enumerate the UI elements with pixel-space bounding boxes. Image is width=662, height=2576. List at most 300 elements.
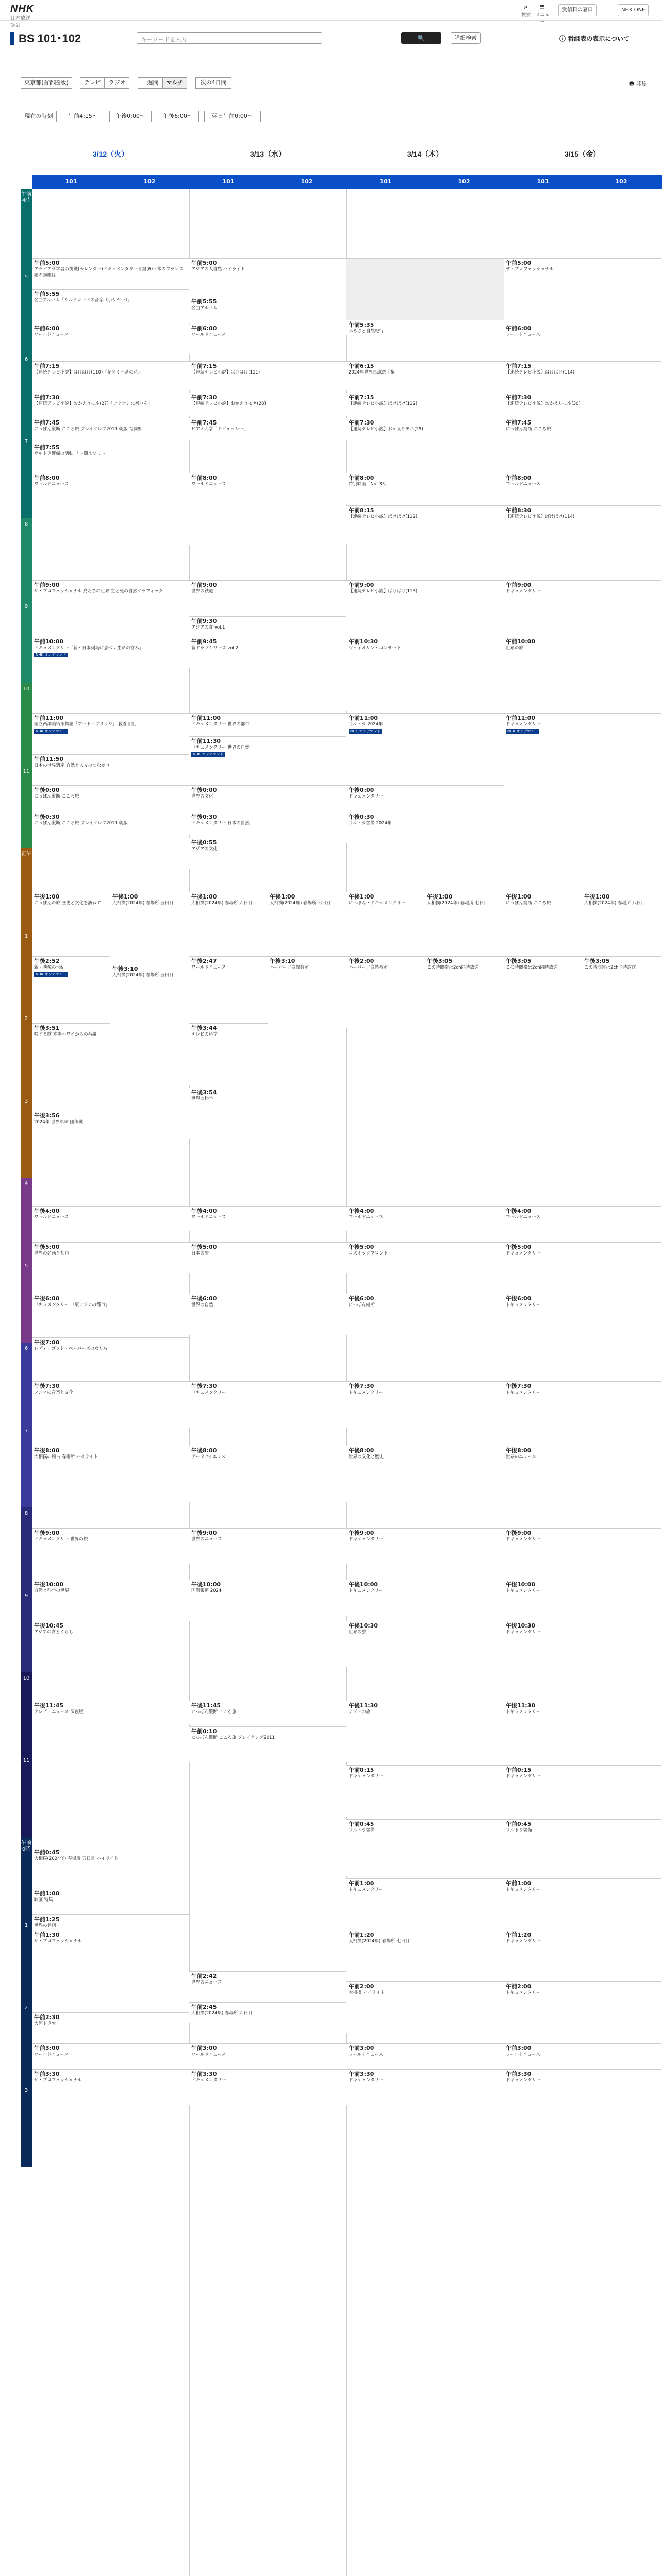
program-cell[interactable] [32, 892, 110, 956]
program-time: 午前8:00 [506, 474, 532, 481]
program-cell[interactable] [425, 956, 504, 1028]
program-title: 国立西洋美術館物語「アート・ブリッジ」 教養番組 [34, 722, 136, 727]
program-cell[interactable] [346, 1819, 504, 1876]
program-cell[interactable] [582, 956, 661, 997]
program-time: 午前8:30 [506, 507, 532, 514]
program-title: 新ドラマシリーズ vol.2 [191, 646, 238, 651]
program-title: ワールドニュース [191, 1215, 226, 1220]
program-time: 午前1:30 [34, 1931, 60, 1938]
program-time: 午後1:00 [112, 893, 138, 900]
program-time: 午後0:00 [191, 787, 217, 793]
program-time: 午前3:00 [506, 2045, 532, 2052]
program-cell[interactable] [504, 1930, 661, 1981]
program-title: 大相撲(2024年) 春場所 五日目 [112, 901, 174, 906]
program-title: ウルトラ 2024年 [349, 722, 383, 727]
program-time: 午後7:30 [34, 1383, 60, 1389]
program-cell[interactable] [32, 361, 189, 390]
hour-label: 8 [21, 518, 32, 601]
program-cell[interactable] [346, 1930, 504, 1981]
program-cell[interactable] [346, 1580, 504, 1616]
program-title: ドキュメンタリー 世界の自然 [191, 745, 250, 750]
program-cell[interactable] [504, 892, 582, 956]
program-cell[interactable] [346, 812, 504, 843]
program-cell[interactable] [32, 1337, 189, 1376]
program-time: 午前3:00 [349, 2045, 374, 2052]
program-cell[interactable] [346, 320, 504, 335]
program-title: 【連続テレビ小説】ばけばけ(114) [506, 514, 575, 519]
program-title: 吟ずる歌 本場ハワイからの番組 [34, 1032, 97, 1037]
program-cell[interactable] [189, 297, 346, 323]
program-cell[interactable] [32, 1446, 189, 1502]
program-cell[interactable] [189, 1381, 346, 1428]
program-cell[interactable] [32, 1701, 189, 1762]
program-cell[interactable] [189, 580, 346, 616]
hour-label: 2 [21, 2002, 32, 2084]
program-cell[interactable] [32, 1848, 189, 1886]
program-title: にっぽん縦断 こころ旅 [506, 427, 551, 432]
program-time: 午後3:51 [34, 1025, 60, 1031]
program-cell[interactable] [504, 361, 661, 390]
nhk-logo[interactable] [10, 3, 35, 27]
program-title: 世界の旅 [506, 646, 524, 651]
channel-label-102: 102 [615, 178, 627, 185]
program-cell[interactable] [504, 1981, 661, 2033]
program-title: 【連続テレビ小説】おかえりモネ(28) [191, 401, 266, 406]
program-cell[interactable] [346, 361, 504, 390]
tab-radio[interactable]: ラジオ [105, 77, 129, 89]
program-cell[interactable] [189, 838, 346, 869]
program-time: 午前11:00 [191, 715, 221, 721]
program-title: アジアの旅 [349, 1709, 371, 1715]
program-title: ドキュメンタリー [506, 1939, 541, 1944]
program-title: ドキュメンタリー [506, 1709, 541, 1715]
detail-search-button[interactable]: 詳細検索 [451, 32, 481, 44]
program-cell[interactable] [189, 473, 346, 545]
program-cell[interactable] [504, 713, 661, 785]
program-cell[interactable] [189, 1446, 346, 1502]
program-cell[interactable] [189, 2069, 346, 2105]
program-cell[interactable] [346, 393, 504, 416]
day-header [21, 146, 662, 162]
program-title: ザ・プロフェッショナル 鳥たちの世界 生と死の自然グラフィック [34, 589, 163, 594]
program-time: 午前2:00 [506, 1983, 532, 1990]
program-time: 午後1:00 [349, 893, 374, 900]
channel-label-102: 102 [143, 178, 156, 185]
program-cell[interactable] [346, 1242, 504, 1273]
program-time: 午後5:00 [506, 1244, 532, 1250]
program-cell[interactable] [32, 637, 189, 711]
program-cell[interactable] [189, 1971, 346, 2002]
program-time: 午後7:30 [191, 1383, 217, 1389]
program-time: 午前7:45 [506, 419, 532, 426]
program-title: ドキュメンタリー [506, 589, 541, 594]
ondemand-badge[interactable]: NHK オンデマンド [191, 752, 225, 757]
program-title: 名曲アルバム [191, 306, 218, 311]
program-cell[interactable] [346, 1878, 504, 1930]
program-cell[interactable] [504, 473, 661, 504]
program-cell[interactable] [189, 785, 346, 812]
program-cell[interactable] [189, 258, 346, 297]
program-time: 午前3:30 [349, 2071, 374, 2077]
program-title: ドキュメンタリー [506, 1251, 541, 1256]
program-title: ドキュメンタリー 「東アジアの都市」 [34, 1302, 110, 1308]
program-cell[interactable] [504, 2069, 661, 2105]
program-time: 午前5:00 [191, 260, 217, 266]
program-title: 【連続テレビ小説】ばけばけ(110)「花開く一番の花」 [34, 370, 142, 375]
program-cell[interactable] [32, 956, 110, 1018]
program-time: 午後2:47 [191, 958, 217, 964]
program-time: 午前10:30 [349, 638, 378, 645]
program-title: ワールドニュース [349, 1215, 384, 1220]
program-title: この時間帯は2ch同時放送 [427, 965, 479, 970]
tab-week[interactable]: 一週間 [138, 77, 162, 89]
program-cell[interactable] [504, 1206, 661, 1231]
program-time: 午後1:00 [427, 893, 453, 900]
program-cell[interactable] [504, 393, 661, 416]
program-title: ワールドニュース [506, 332, 541, 337]
program-time: 午後9:00 [349, 1530, 374, 1536]
program-time: 午前6:15 [349, 363, 374, 369]
program-cell[interactable] [504, 324, 661, 354]
help-link[interactable]: ⓘ 番組表の表示について [559, 35, 630, 42]
program-title: 大相撲(2024年) 春場所 六日目 [191, 2011, 253, 2016]
program-cell[interactable] [346, 1621, 504, 1667]
program-title: ドキュメンタリー [506, 1302, 541, 1308]
program-cell[interactable] [189, 2043, 346, 2069]
program-cell[interactable] [504, 1580, 661, 1616]
program-title: ドキュメンタリー [506, 2078, 541, 2083]
program-cell[interactable] [346, 1206, 504, 1231]
program-cell[interactable] [504, 1446, 661, 1502]
program-cell[interactable] [346, 1528, 504, 1564]
program-time: 午後8:00 [349, 1447, 374, 1454]
search-icon-label: 検索 [521, 13, 531, 18]
program-time: 午後10:30 [349, 1622, 378, 1629]
program-cell[interactable] [189, 2002, 346, 2023]
program-title: 世界の科学 [191, 1096, 213, 1101]
program-cell[interactable] [189, 1580, 346, 1621]
program-title: 世界の名画と都市 [34, 1251, 70, 1256]
hour-label: 2 [21, 1013, 32, 1095]
program-cell[interactable] [32, 2043, 189, 2069]
program-cell[interactable] [504, 1294, 661, 1335]
channel-label-101: 101 [537, 178, 549, 185]
program-cell[interactable] [32, 443, 189, 458]
program-time: 午前2:45 [191, 2004, 217, 2010]
program-time: 午後4:00 [506, 1208, 532, 1214]
program-time: 午後1:00 [270, 893, 295, 900]
ondemand-badge[interactable]: NHK オンデマンド [34, 653, 68, 657]
program-time: 午後6:00 [506, 1295, 532, 1302]
program-cell[interactable] [189, 637, 346, 668]
program-cell[interactable] [504, 1878, 661, 1930]
program-cell[interactable] [32, 812, 189, 843]
program-title: 日本の世界遺産 自然と人々のつながり [34, 763, 110, 768]
program-time: 午後5:00 [349, 1244, 374, 1250]
program-cell[interactable] [189, 1528, 346, 1564]
hour-label: 午前0時 [21, 1837, 32, 1920]
program-title: 【連続テレビ小説】ばけばけ(114) [506, 370, 575, 375]
program-title: 日本の旅 [191, 1251, 209, 1256]
program-cell[interactable] [32, 1528, 189, 1564]
program-time: 午後10:45 [34, 1622, 64, 1629]
program-cell[interactable] [32, 713, 189, 754]
program-title: ワールドニュース [34, 482, 69, 487]
program-title: この時間帯は2ch同時放送 [584, 965, 636, 970]
program-cell[interactable] [504, 1765, 661, 1817]
program-cell[interactable] [189, 1242, 346, 1273]
program-cell[interactable] [189, 324, 346, 354]
program-cell[interactable] [189, 1023, 268, 1085]
program-title: ウルトラ警備 [506, 1828, 532, 1833]
next-4days-button[interactable]: 次の4日間 [195, 77, 231, 89]
hour-label: 3 [21, 1095, 32, 1178]
program-cell[interactable] [110, 964, 189, 1077]
program-cell[interactable] [268, 956, 346, 997]
program-cell[interactable] [32, 258, 189, 289]
channel-label-101: 101 [65, 178, 77, 185]
tab-multi[interactable]: マルチ [162, 77, 187, 89]
program-time: 午後4:00 [349, 1208, 374, 1214]
program-title: ドキュメンタリー [506, 1774, 541, 1779]
ondemand-badge[interactable]: NHK オンデマンド [506, 729, 539, 734]
program-cell[interactable] [346, 637, 504, 711]
program-cell[interactable] [582, 892, 661, 956]
program-title: ピアノ大学「ドビュッシー」 [191, 427, 248, 432]
program-time: 午後2:00 [349, 958, 374, 964]
program-cell[interactable] [346, 258, 504, 320]
program-cell[interactable] [346, 956, 425, 1028]
ondemand-badge[interactable]: NHK オンデマンド [349, 729, 382, 734]
search-menu-icon[interactable]: ⌕ 検索 [521, 3, 531, 18]
program-title: ドキュメンタリー [506, 1537, 541, 1542]
program-cell[interactable] [32, 1621, 189, 1667]
program-cell[interactable] [32, 1580, 189, 1616]
program-title: レディ・ゴッド・ペーパーズの女たち [34, 1346, 108, 1351]
program-cell[interactable] [346, 473, 504, 504]
ondemand-badge[interactable]: NHK オンデマンド [34, 972, 68, 977]
program-cell[interactable] [346, 1765, 504, 1817]
program-cell[interactable] [346, 1446, 504, 1502]
program-time: 午前7:30 [349, 419, 374, 426]
program-title: 【連続テレビ小説】おかえりモネ(27)「アナホシに祈りを」 [34, 401, 153, 406]
program-time: 午前10:00 [506, 638, 536, 645]
program-title: ドキュメンタリー 世界の旅 [34, 1537, 88, 1542]
search-input[interactable]: キーワードを入力 [137, 32, 322, 44]
program-cell[interactable] [189, 1294, 346, 1335]
program-cell[interactable] [189, 713, 346, 736]
program-title: ウルトラ警備 2024年 [349, 821, 392, 826]
time-midnight-button[interactable]: 翌日午前0:00〜 [204, 111, 261, 122]
program-time: 午後0:30 [191, 814, 217, 820]
program-cell[interactable] [346, 2043, 504, 2069]
program-cell[interactable] [189, 892, 268, 956]
program-time: 午後1:00 [584, 893, 610, 900]
program-cell[interactable] [189, 393, 346, 416]
program-cell[interactable] [504, 956, 582, 997]
program-title: ドキュメンタリー [349, 1390, 384, 1395]
program-time: 午前8:00 [349, 474, 374, 481]
program-time: 午後11:45 [191, 1702, 221, 1709]
program-cell[interactable] [110, 892, 189, 956]
program-time: 午前6:00 [191, 325, 217, 332]
program-cell[interactable] [32, 1023, 110, 1106]
program-grid [32, 189, 662, 2576]
channel-label-102: 102 [458, 178, 470, 185]
program-title: にっぽん縦断 こころ旅 ブレイクレプ2011 朝版 [34, 821, 128, 826]
program-cell[interactable] [346, 580, 504, 642]
program-cell[interactable] [32, 2069, 189, 2105]
print-button[interactable]: 🖶 印刷 [629, 80, 648, 87]
program-time: 午前0:45 [506, 1821, 532, 1827]
program-cell[interactable] [32, 2012, 189, 2043]
program-cell[interactable] [504, 580, 661, 642]
reception-button[interactable]: 受信料の窓口 [558, 4, 597, 16]
program-title: にっぽん縦断 こころ旅 ブレイクレプ2011 朝版 福岡県 [34, 427, 142, 432]
program-title: ハーバード白熱教室 [349, 965, 388, 970]
program-cell[interactable] [32, 324, 189, 354]
time-morning-button[interactable]: 午前4:15〜 [62, 111, 104, 122]
program-time: 午前8:00 [191, 474, 217, 481]
program-time: 午後3:05 [506, 958, 532, 964]
program-time: 午後1:00 [506, 893, 532, 900]
time-noon-button[interactable]: 午後0:00〜 [109, 111, 152, 122]
program-time: 午前7:30 [34, 394, 60, 401]
program-cell[interactable] [32, 1914, 189, 1930]
program-title: ドキュメンタリー [506, 1630, 541, 1635]
program-title: 世界のニュース [191, 1980, 222, 1985]
nhk-one-button[interactable]: NHK ONE [618, 4, 649, 16]
program-cell[interactable] [189, 616, 346, 637]
program-time: 午後10:00 [34, 1581, 64, 1588]
program-cell[interactable] [189, 812, 346, 835]
program-cell[interactable] [504, 258, 661, 320]
program-cell[interactable] [32, 1889, 189, 1914]
program-cell[interactable] [504, 1819, 661, 1876]
program-cell[interactable] [504, 637, 661, 711]
program-cell[interactable] [346, 1701, 504, 1762]
top-bar [0, 0, 662, 27]
program-cell[interactable] [189, 1726, 346, 1762]
program-title: ドキュメンタリー [506, 1390, 541, 1395]
program-time: 午前0:15 [506, 1767, 532, 1773]
program-time: 午前11:00 [349, 715, 378, 721]
program-cell[interactable] [189, 1206, 346, 1231]
program-title: ドキュメンタリー [191, 2078, 226, 2083]
program-title: 特別映画「No. 33」 [349, 482, 389, 487]
program-time: 午後10:00 [191, 1581, 221, 1588]
program-cell[interactable] [189, 361, 346, 390]
program-time: 午前3:30 [191, 2071, 217, 2077]
program-cell[interactable] [32, 289, 189, 317]
program-time: 午後0:55 [191, 839, 217, 846]
program-title: 大相撲 ハイライト [349, 1990, 385, 1995]
program-title: ドキュメンタリー 日本の自然 [191, 821, 250, 826]
program-title: 世界の旅 [349, 1630, 367, 1635]
program-cell[interactable] [32, 1206, 189, 1231]
program-title: 2024年世界卓球選手権 [349, 370, 395, 375]
program-cell[interactable] [504, 1381, 661, 1428]
time-evening-button[interactable]: 午後6:00〜 [157, 111, 199, 122]
menu-icon[interactable]: ≡ メニュー [535, 3, 550, 25]
channel-accent-bar [10, 32, 14, 45]
program-title: ドキュメンタリー [506, 1990, 541, 1995]
hour-label: 11 [21, 766, 32, 848]
program-cell[interactable] [504, 1621, 661, 1667]
program-cell[interactable] [346, 713, 504, 785]
program-cell[interactable] [32, 1294, 189, 1335]
program-cell[interactable] [32, 473, 189, 545]
program-title: ウルトラ警備の活動 「〜潮まつり〜」 [34, 451, 110, 456]
hour-label: 午前4時 [21, 189, 32, 271]
program-time: 午後0:30 [34, 814, 60, 820]
program-cell[interactable] [189, 956, 268, 1023]
program-cell[interactable] [32, 393, 189, 416]
program-time: 午前7:15 [191, 363, 217, 369]
program-cell[interactable] [189, 736, 346, 785]
program-title: 大相撲(2024年) 春場所 五日目 [112, 973, 174, 978]
program-cell[interactable] [189, 418, 346, 440]
program-cell[interactable] [32, 1381, 189, 1428]
program-time: 午前1:20 [349, 1931, 374, 1938]
program-cell[interactable] [346, 1981, 504, 2033]
program-title: ワールドニュース [34, 2052, 69, 2057]
program-time: 午後6:00 [191, 1295, 217, 1302]
program-cell[interactable] [504, 1701, 661, 1762]
program-time: 午前0:45 [34, 1849, 60, 1856]
program-cell[interactable] [189, 1088, 268, 1139]
program-cell[interactable] [425, 892, 504, 956]
program-cell[interactable] [346, 505, 504, 544]
day-4: 3/15（金） [564, 150, 601, 158]
help-link-text: 番組表の表示について [568, 35, 630, 42]
program-cell[interactable] [504, 418, 661, 440]
program-cell[interactable] [346, 1294, 504, 1335]
program-cell[interactable] [32, 785, 189, 812]
program-title: ワールドニュース [191, 965, 226, 970]
program-cell[interactable] [32, 754, 189, 785]
region-select[interactable]: 東京都(首都圏版) [21, 77, 72, 89]
tab-tv[interactable]: テレビ [80, 77, 105, 89]
program-cell[interactable] [504, 505, 661, 544]
program-cell[interactable] [504, 1242, 661, 1273]
ondemand-badge[interactable]: NHK オンデマンド [34, 729, 68, 734]
program-title: ザ・プロフェッショナル [34, 2078, 82, 2083]
program-cell[interactable] [32, 1111, 110, 1193]
channel-label-101: 101 [222, 178, 235, 185]
program-cell[interactable] [32, 1930, 189, 1961]
program-cell[interactable] [504, 1528, 661, 1564]
program-cell[interactable] [346, 785, 504, 812]
program-cell[interactable] [268, 892, 346, 956]
program-title: ワールドニュース [506, 2052, 541, 2057]
program-cell[interactable] [504, 2043, 661, 2069]
program-cell[interactable] [32, 418, 189, 440]
program-cell[interactable] [346, 892, 425, 956]
program-cell[interactable] [346, 1381, 504, 1428]
program-cell[interactable] [189, 1701, 346, 1724]
program-cell[interactable] [32, 580, 189, 642]
program-time: 午後9:00 [34, 1530, 60, 1536]
program-title: 【連続テレビ小説】ばけばけ(111) [191, 370, 260, 375]
program-time: 午後7:30 [349, 1383, 374, 1389]
program-time: 午前1:25 [34, 1916, 60, 1923]
program-cell[interactable] [346, 2069, 504, 2105]
search-button[interactable]: 🔍 [401, 32, 441, 44]
program-cell[interactable] [346, 418, 504, 440]
program-cell[interactable] [32, 1242, 189, 1273]
time-now-button[interactable]: 現在の時刻 [21, 111, 57, 122]
